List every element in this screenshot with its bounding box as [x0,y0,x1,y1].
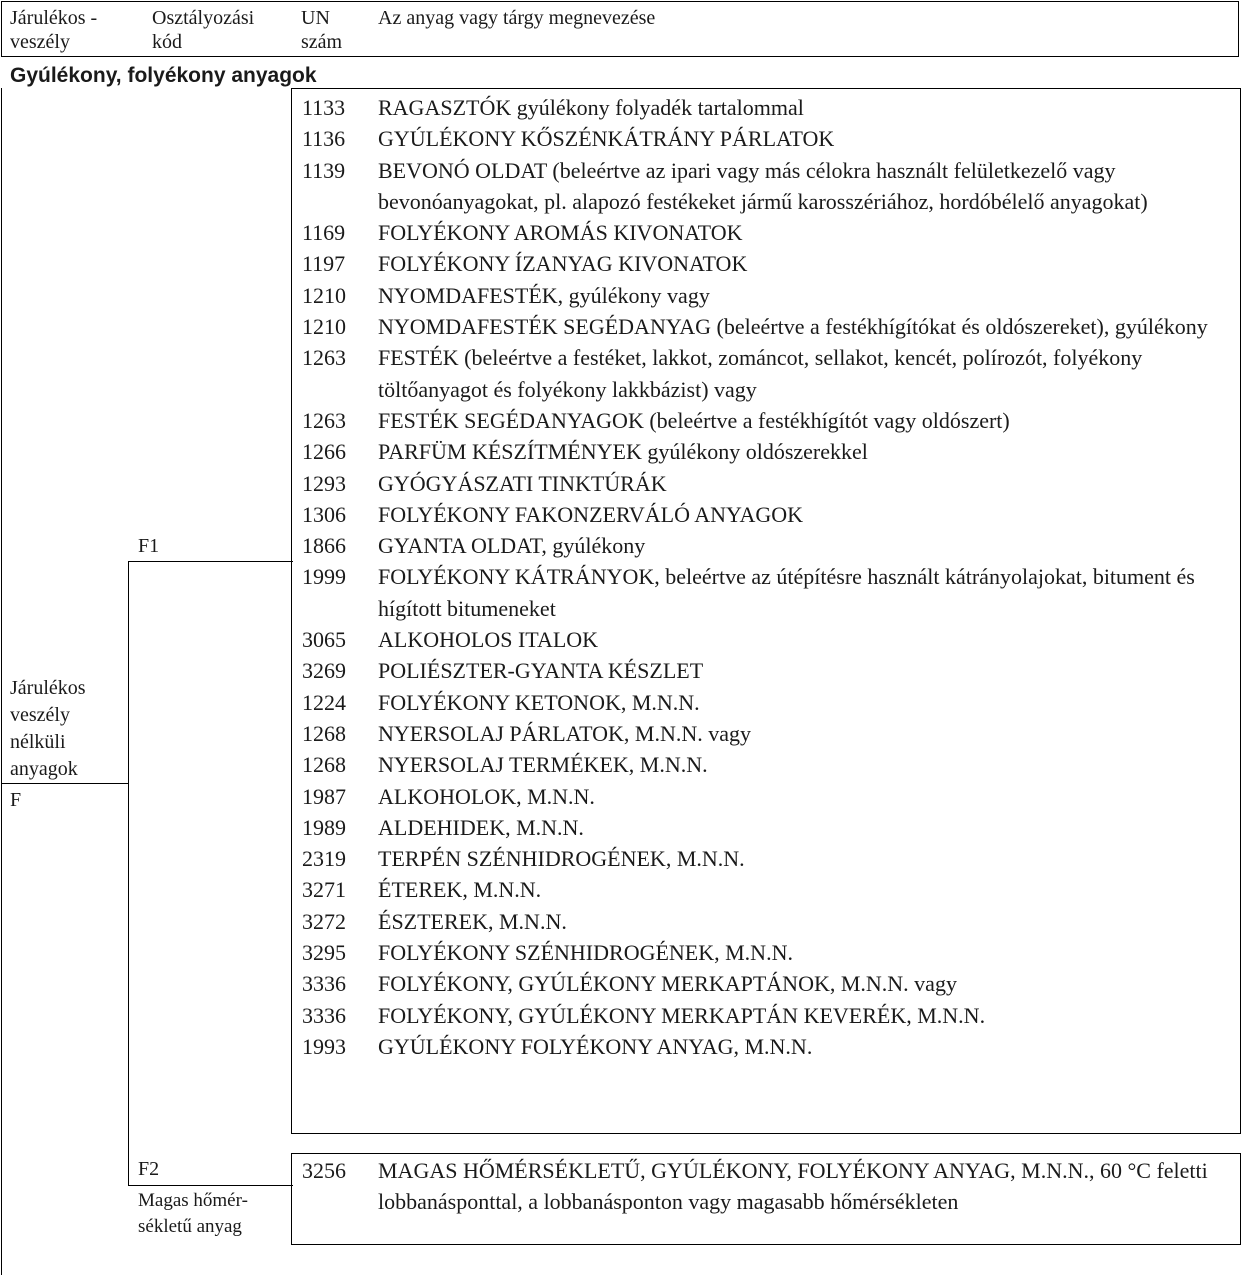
header-col-subsidiary-risk: Járulékos - veszély [10,7,98,53]
table-row [302,342,1232,405]
substance-name: FOLYÉKONY ÍZANYAG KIVONATOK [378,251,748,277]
substance-name: ÉSZTEREK, M.N.N. [378,908,567,934]
un-number: 1139 [302,157,346,183]
substance-name: GYÚLÉKONY KŐSZÉNKÁTRÁNY PÁRLATOK [378,126,835,152]
f-branch-line [1,783,129,784]
table-row [302,624,1232,655]
substance-name: NYERSOLAJ TERMÉKEK, M.N.N. [378,752,708,778]
un-number: 3271 [302,877,346,903]
f1-code: F1 [138,535,160,557]
un-number: 3256 [302,1158,346,1183]
f2-rows [302,1155,1232,1218]
substance-name: GYÓGYÁSZATI TINKTÚRÁK [378,470,667,496]
left-group-code: F [10,789,22,811]
un-number: 2319 [302,846,346,872]
un-number: 1136 [302,126,346,152]
table-row [302,311,1232,342]
un-number: 1268 [302,720,346,746]
un-number: 3272 [302,908,346,934]
table-row [302,687,1232,718]
header-col-un-number: UN szám [301,7,343,53]
table-row [302,655,1232,686]
un-number: 1224 [302,689,346,715]
un-number: 3295 [302,940,346,966]
substance-name: FOLYÉKONY, GYÚLÉKONY MERKAPTÁNOK, M.N.N. vagy [378,971,957,997]
table-row [302,468,1232,499]
substance-name: FESTÉK (beleértve a festéket, lakkot, zománcot, sellakot, kencét, polírozót, folyékony töltőanyagot és folyékony lakkbázist) vagy [378,345,1143,402]
substance-name: FOLYÉKONY KÁTRÁNYOK, beleértve az útépítésre használt kátrányolajokat, bitument és hígított bitumeneket [378,564,1195,621]
table-row [302,561,1232,624]
substance-name: FOLYÉKONY KETONOK, M.N.N. [378,689,700,715]
table-row [302,436,1232,467]
un-number: 1133 [302,95,346,120]
table-row [302,280,1232,311]
un-number: 1306 [302,501,346,527]
un-number: 1993 [302,1033,346,1059]
substance-name: BEVONÓ OLDAT (beleértve az ipari vagy más célokra használt felületkezelő vagy bevonóanyagokat, pl. alapozó festékeket jármű karosszériához, hordóbélelő anyagokat) [378,157,1148,214]
substance-name: RAGASZTÓK gyúlékony folyadék tartalommal [378,95,804,120]
un-number: 1197 [302,251,346,277]
f1-branch-line [128,561,293,562]
un-number: 1263 [302,407,346,433]
substance-name: ALKOHOLOK, M.N.N. [378,783,595,809]
substance-name: POLIÉSZTER-GYANTA KÉSZLET [378,658,704,684]
table-row [302,843,1232,874]
table-row [302,155,1232,218]
table-row [302,499,1232,530]
un-number: 1268 [302,752,346,778]
substance-name: FOLYÉKONY AROMÁS KIVONATOK [378,220,743,246]
un-number: 1210 [302,282,346,308]
table-row [302,248,1232,279]
un-number: 3269 [302,658,346,684]
table-row [302,1031,1232,1062]
left-border-line [1,88,2,1275]
substance-name: FOLYÉKONY, GYÚLÉKONY MERKAPTÁN KEVERÉK, M.N.N. [378,1002,986,1028]
table-row [302,812,1232,843]
table-row [302,781,1232,812]
substance-name: FOLYÉKONY FAKONZERVÁLÓ ANYAGOK [378,501,804,527]
table-row [302,217,1232,248]
substance-name: ALKOHOLOS ITALOK [378,627,599,653]
un-number: 1169 [302,220,346,246]
un-number: 3336 [302,1002,346,1028]
table-row [302,1000,1232,1031]
table-row [302,123,1232,154]
un-number: 1999 [302,564,346,590]
f-vertical-connector [128,561,129,1186]
un-number: 3065 [302,627,346,653]
table-row [302,92,1232,123]
substance-name: MAGAS HŐMÉRSÉKLETŰ, GYÚLÉKONY, FOLYÉKONY ANYAG, M.N.N., 60 °C feletti lobbanásponttal, a lobbanásponton vagy magasabb hőmérsékleten [378,1158,1208,1215]
substance-name: NYERSOLAJ PÁRLATOK, M.N.N. vagy [378,720,752,746]
f2-code: F2 [138,1158,160,1180]
substance-name: ALDEHIDEK, M.N.N. [378,814,584,840]
un-number: 1293 [302,470,346,496]
substance-name: FOLYÉKONY SZÉNHIDROGÉNEK, M.N.N. [378,940,793,966]
substance-name: FESTÉK SEGÉDANYAGOK (beleértve a festékhígítót vagy oldószert) [378,407,1010,433]
substance-name: GYANTA OLDAT, gyúlékony [378,533,646,559]
f1-rows [302,92,1232,1062]
substance-name: GYÚLÉKONY FOLYÉKONY ANYAG, M.N.N. [378,1033,813,1059]
section-title: Gyúlékony, folyékony anyagok [10,64,317,87]
table-row [302,906,1232,937]
un-number: 1263 [302,345,346,371]
f2-branch-line [128,1185,293,1186]
table-row [302,874,1232,905]
left-group-label: Járulékos veszély nélküli anyagok [10,677,86,780]
substance-name: ÉTEREK, M.N.N. [378,877,542,903]
substance-name: PARFÜM KÉSZÍTMÉNYEK gyúlékony oldószerekkel [378,439,868,465]
table-row [302,530,1232,561]
un-number: 1210 [302,314,346,340]
table-row [302,937,1232,968]
un-number: 3336 [302,971,346,997]
header-col-substance-name: Az anyag vagy tárgy megnevezése [378,7,656,29]
un-number: 1866 [302,533,346,559]
f2-label: Magas hőmér- sékletű anyag [138,1190,248,1237]
un-number: 1266 [302,439,346,465]
substance-name: TERPÉN SZÉNHIDROGÉNEK, M.N.N. [378,846,745,872]
un-number: 1989 [302,814,346,840]
table-row [302,405,1232,436]
table-row [302,968,1232,999]
table-row [302,1155,1232,1218]
substance-name: NYOMDAFESTÉK, gyúlékony vagy [378,282,710,308]
header-col-classification-code: Osztályozási kód [152,7,255,53]
un-number: 1987 [302,783,346,809]
substance-name: NYOMDAFESTÉK SEGÉDANYAG (beleértve a festékhígítókat és oldószereket), gyúlékony [378,314,1208,340]
table-row [302,749,1232,780]
table-row [302,718,1232,749]
